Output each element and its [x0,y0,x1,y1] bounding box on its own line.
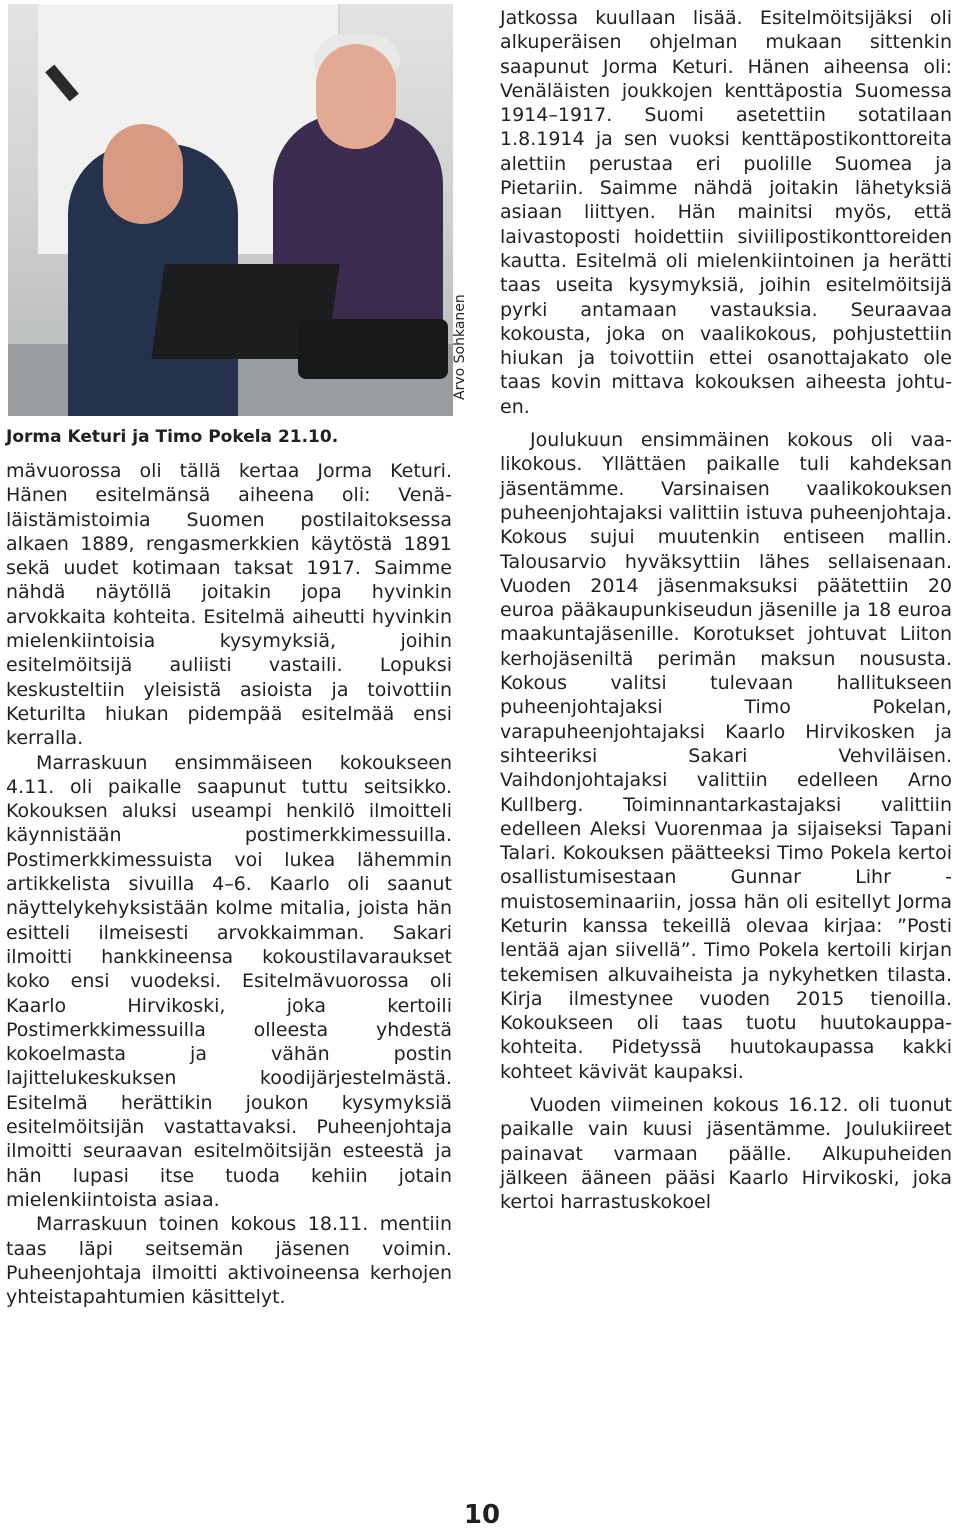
paragraph: Vuoden viimeinen kokous 16.12. oli tuonut paikalle vain kuusi jäsentämme. Joulukiireet painavat varmaan päälle. Alkupuheiden jälkeen ääneen pääsi Kaarlo Hirvikoski, joka kertoi harrastuskokoel [500,1094,952,1214]
right-column [500,6,952,1215]
paragraph: Jatkossa kuullaan lisää. Esitelmöitsijäksi oli alkuperäisen ohjelman mukaan sittenkin saapunut Jorma Keturi. Hänen aiheensa oli: Venäläisten joukkojen kenttäpostia Suomessa 1914–1917. Suomi asetettiin sotatilaan 1.8.1914 ja sen vuoksi kenttäpostikonttoreita alettiin perustaa eri puolille Suomea ja Pietariin. Saimme nähdä joitakin lähetyksiä asiaan liittyen. Hän mainitsi myös, että laivastoposti hoidettiin siviilipostikonttoreiden kautta. Esitelmä oli mielenkiintoinen ja herätti taas useita kysymyksiä, joihin esitelmöitsijä pyrki antamaan vastauksia. Seuraavaa kokousta, joka on vaalikokous, pohjustettiin hiukan ja toivottiin ettei osanottajakato ole taas kovin mittava kokouksen aiheesta johtuen. [500,7,952,418]
photo-credit: Arvo Sohkanen [452,294,468,400]
paragraph: Marraskuun toinen kokous 18.11. mentiin taas läpi seitsemän jäsenen voimin. Puheenjohtaja ilmoitti aktivoineensa kerhojen yhteistapahtumien käsittelyt. [6,1213,452,1309]
meeting-photo [8,4,453,416]
paragraph: Marraskuun ensimmäiseen kokoukseen 4.11. oli paikalle saapunut tuttu seitsikko. Kokouksen aluksi useampi henkilö ilmoitteli käynnistään postimerkkimessuilla. Postimerkkimessuista voi lukea lähemmin artikkelista sivuilla 4–6. Kaarlo oli saanut näyttelykehyksistään kolme mitalia, joista hän esitteli ilmeisesti arvokkaimman. Sakari ilmoitti hankkineensa kokoustilavaraukset koko ensi vuodeksi. Esitelmävuorossa oli Kaarlo Hirvikoski, joka kertoili Postimerkkimessuilla olleesta yhdestä kokoelmasta ja vähän postin lajittelukeskuksen koodijärjestelmästä. Esitelmä herättikin joukon kysymyksiä esitelmöitsijän vastattavaksi. Puheenjohtaja ilmoitti seuraavan esitelmöitsijän esteestä ja hän lupasi itse tuoda kehiin jotain mielenkiintoista asiaa. [6,751,452,1211]
page-number: 10 [463,1500,501,1530]
left-column [6,459,452,1309]
paragraph: Joulukuun ensimmäinen kokous oli vaalikokous. Yllättäen paikalle tuli kahdeksan jäsentämme. Varsinaisen vaalikokouksen puheenjohtajaksi valittiin istuva puheenjohtaja. Kokous sujui muutenkin entiseen mallin. Talousarvio hyväksyttiin lähes sellaisenaan. Vuoden 2014 jäsenmaksuksi päätettiin 20 euroa pääkaupunkiseudun jäsenille ja 18 euroa maakuntajäsenille. Korotukset johtuvat Liiton kerhojäseniltä perimän maksun noususta. Kokous valitsi tulevaan hallitukseen puheenjohtajaksi Timo Pokelan, varapuheenjohtajaksi Kaarlo Hirvikosken ja sihteeriksi Sakari Vehviläisen. Vaihdonjohtajaksi valittiin edelleen Arno Kullberg. Toiminnantarkastajaksi valittiin edelleen Aleksi Vuorenmaa ja sijaiseksi Tapani Talari. Kokouksen päätteeksi Timo Pokela kertoi osallistumisestaan Gunnar Lihr -muistoseminaariin, jossa hän oli esitellyt Jorma Keturin kanssa tekeillä olevaa kirjaa: ”Posti lentää ajan siivellä”. Timo Pokela kertoili kirjan tekemisen alkuvaiheista ja nykyhetken tilasta. Kirja ilmestynee vuoden 2015 tienoilla. Kokoukseen oli taas tuotu huutokauppakohteita. Pidetyssä huutokaupassa kakki kohteet kävivät kaupaksi. [500,429,952,1083]
photo-caption: Jorma Keturi ja Timo Pokela 21.10. [6,427,339,447]
paragraph: mävuorossa oli tällä kertaa Jorma Keturi. Hänen esitelmänsä aiheena oli: Venäläistämistoimia Suomen postilaitoksessa alkaen 1889, rengasmerkkien käytöstä 1891 sekä uudet kotimaan taksat 1917. Saimme nähdä näytöllä joitakin jopa hyvinkin arvokkaita kohteita. Esitelmä aiheutti hyvinkin mielenkiintoisia kysymyksiä, joihin esitelmöitsijä auliisti vastaili. Lopuksi keskusteltiin yleisistä asioista ja toivottiin Keturilta hiukan pidempää esitelmää ensi kerralla. [6,460,452,750]
